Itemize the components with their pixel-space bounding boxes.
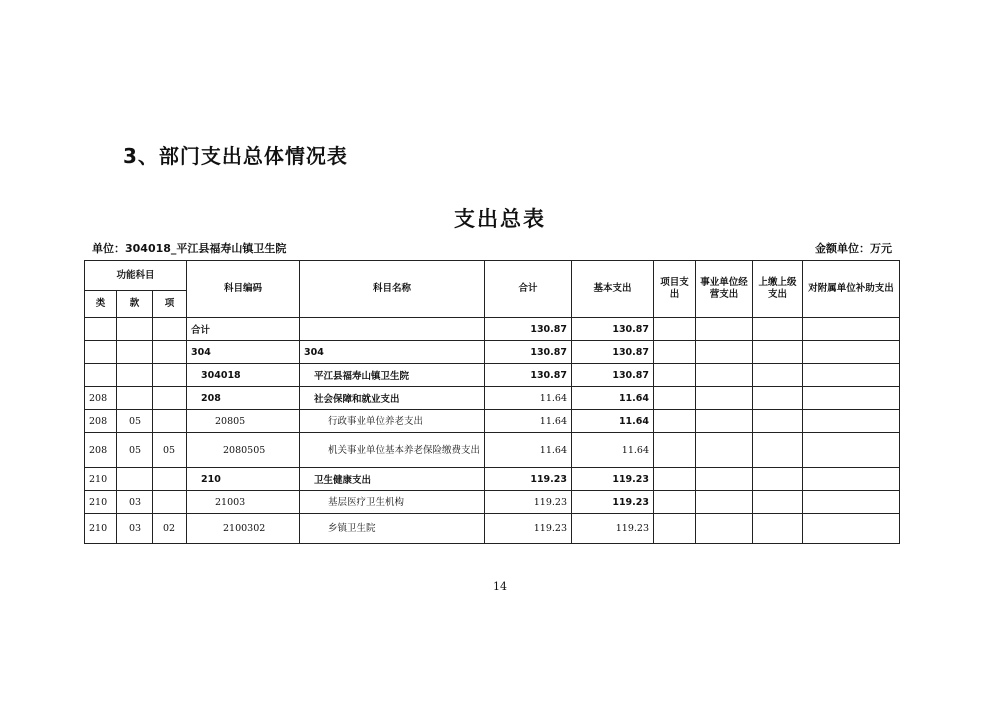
- table-row: [85, 318, 900, 341]
- cell-name: 平江县福寿山镇卫生院: [300, 364, 485, 387]
- cell-business: [696, 491, 753, 514]
- cell-kuan: [117, 318, 153, 341]
- cell-total: 130.87: [485, 364, 572, 387]
- cell-name: 304: [300, 341, 485, 364]
- cell-project: [654, 514, 696, 544]
- cell-project: [654, 341, 696, 364]
- cell-project: [654, 491, 696, 514]
- cell-lei: [85, 364, 117, 387]
- cell-xiang: [153, 387, 187, 410]
- cell-upper: [753, 433, 803, 468]
- cell-project: [654, 468, 696, 491]
- table-row: [85, 341, 900, 364]
- cell-business: [696, 410, 753, 433]
- table-row: [85, 468, 900, 491]
- table-title: 支出总表: [454, 207, 546, 231]
- header-basic: 基本支出: [572, 261, 654, 318]
- header-total: 合计: [485, 261, 572, 318]
- header-name: 科目名称: [300, 261, 485, 318]
- cell-xiang: 05: [153, 433, 187, 468]
- amount-unit-label: 金额单位：万元: [815, 242, 892, 255]
- cell-lei: 208: [85, 387, 117, 410]
- cell-code: 210: [187, 468, 300, 491]
- cell-basic: 11.64: [572, 433, 654, 468]
- cell-basic: 11.64: [572, 410, 654, 433]
- cell-subsidy: [803, 364, 900, 387]
- cell-code: 21003: [187, 491, 300, 514]
- header-kuan: 款: [117, 291, 153, 318]
- cell-upper: [753, 341, 803, 364]
- header-project: 项目支出: [654, 261, 696, 318]
- cell-project: [654, 318, 696, 341]
- cell-kuan: 03: [117, 514, 153, 544]
- cell-name: 社会保障和就业支出: [300, 387, 485, 410]
- cell-name: [300, 318, 485, 341]
- cell-total: 130.87: [485, 318, 572, 341]
- cell-business: [696, 318, 753, 341]
- cell-upper: [753, 364, 803, 387]
- cell-basic: 119.23: [572, 468, 654, 491]
- cell-kuan: 03: [117, 491, 153, 514]
- table-row: [85, 387, 900, 410]
- cell-business: [696, 364, 753, 387]
- cell-upper: [753, 514, 803, 544]
- cell-xiang: [153, 410, 187, 433]
- cell-subsidy: [803, 491, 900, 514]
- cell-lei: 208: [85, 410, 117, 433]
- header-code: 科目编码: [187, 261, 300, 318]
- table-row: [85, 514, 900, 544]
- header-upper: 上缴上级支出: [753, 261, 803, 318]
- table-row: [85, 491, 900, 514]
- cell-basic: 130.87: [572, 318, 654, 341]
- unit-label: 单位：304018_平江县福寿山镇卫生院: [92, 242, 287, 255]
- cell-project: [654, 410, 696, 433]
- section-title: 3、部门支出总体情况表: [123, 144, 348, 168]
- cell-kuan: 05: [117, 433, 153, 468]
- cell-subsidy: [803, 433, 900, 468]
- cell-xiang: [153, 491, 187, 514]
- header-xiang: 项: [153, 291, 187, 318]
- cell-subsidy: [803, 341, 900, 364]
- cell-basic: 130.87: [572, 341, 654, 364]
- cell-kuan: [117, 387, 153, 410]
- cell-basic: 11.64: [572, 387, 654, 410]
- cell-xiang: [153, 318, 187, 341]
- cell-xiang: [153, 468, 187, 491]
- cell-total: 119.23: [485, 514, 572, 544]
- cell-lei: 208: [85, 433, 117, 468]
- cell-lei: 210: [85, 491, 117, 514]
- cell-total: 11.64: [485, 387, 572, 410]
- cell-project: [654, 364, 696, 387]
- table-row: [85, 364, 900, 387]
- cell-name: 乡镇卫生院: [300, 514, 485, 544]
- cell-name: 基层医疗卫生机构: [300, 491, 485, 514]
- cell-total: 11.64: [485, 433, 572, 468]
- cell-basic: 119.23: [572, 491, 654, 514]
- cell-total: 130.87: [485, 341, 572, 364]
- cell-kuan: [117, 364, 153, 387]
- cell-project: [654, 433, 696, 468]
- cell-lei: 210: [85, 468, 117, 491]
- expenditure-table: [84, 260, 900, 544]
- cell-xiang: [153, 364, 187, 387]
- cell-business: [696, 514, 753, 544]
- page-number: 14: [493, 580, 507, 593]
- cell-code: 合计: [187, 318, 300, 341]
- cell-total: 119.23: [485, 468, 572, 491]
- header-business: 事业单位经营支出: [696, 261, 753, 318]
- cell-business: [696, 468, 753, 491]
- cell-upper: [753, 387, 803, 410]
- header-lei: 类: [85, 291, 117, 318]
- cell-upper: [753, 491, 803, 514]
- cell-total: 11.64: [485, 410, 572, 433]
- cell-subsidy: [803, 468, 900, 491]
- cell-upper: [753, 410, 803, 433]
- cell-basic: 119.23: [572, 514, 654, 544]
- cell-subsidy: [803, 514, 900, 544]
- cell-project: [654, 387, 696, 410]
- cell-kuan: 05: [117, 410, 153, 433]
- table-row: [85, 410, 900, 433]
- header-func-subject: 功能科目: [85, 261, 187, 291]
- cell-subsidy: [803, 387, 900, 410]
- header-subsidy: 对附属单位补助支出: [803, 261, 900, 318]
- cell-lei: [85, 341, 117, 364]
- cell-lei: [85, 318, 117, 341]
- cell-business: [696, 433, 753, 468]
- cell-code: 20805: [187, 410, 300, 433]
- cell-code: 2100302: [187, 514, 300, 544]
- cell-kuan: [117, 341, 153, 364]
- cell-code: 304: [187, 341, 300, 364]
- cell-xiang: 02: [153, 514, 187, 544]
- cell-code: 304018: [187, 364, 300, 387]
- cell-name: 行政事业单位养老支出: [300, 410, 485, 433]
- cell-business: [696, 387, 753, 410]
- cell-business: [696, 341, 753, 364]
- cell-code: 208: [187, 387, 300, 410]
- cell-lei: 210: [85, 514, 117, 544]
- cell-subsidy: [803, 410, 900, 433]
- cell-total: 119.23: [485, 491, 572, 514]
- cell-upper: [753, 468, 803, 491]
- cell-name: 机关事业单位基本养老保险缴费支出: [300, 433, 485, 468]
- table-row: [85, 433, 900, 468]
- cell-subsidy: [803, 318, 900, 341]
- cell-upper: [753, 318, 803, 341]
- cell-kuan: [117, 468, 153, 491]
- cell-name: 卫生健康支出: [300, 468, 485, 491]
- cell-code: 2080505: [187, 433, 300, 468]
- cell-basic: 130.87: [572, 364, 654, 387]
- cell-xiang: [153, 341, 187, 364]
